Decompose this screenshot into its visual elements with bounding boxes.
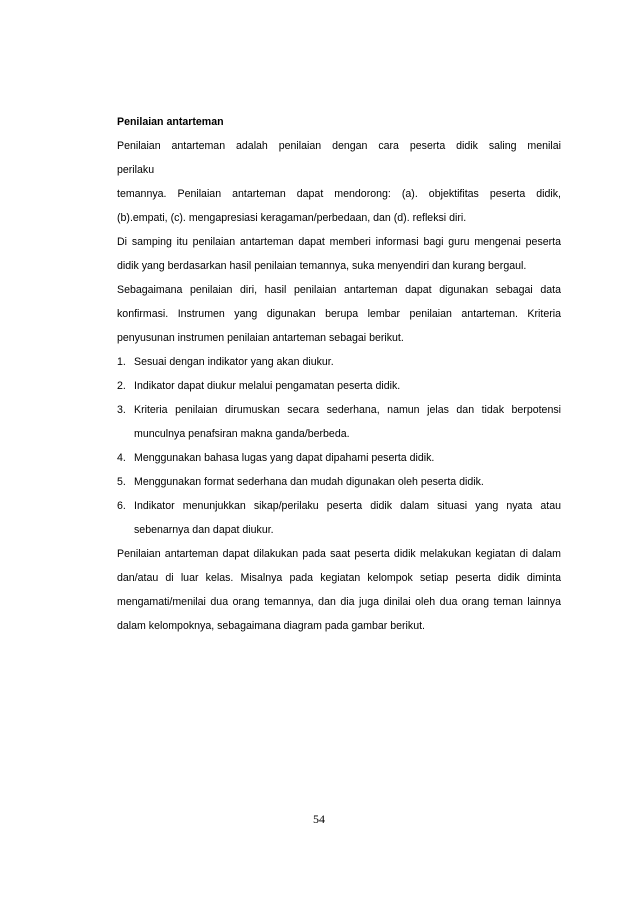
list-item: [117, 350, 561, 374]
list-item: [117, 398, 561, 446]
list-number: 3.: [117, 404, 126, 416]
list-item: [117, 494, 561, 542]
paragraph-2-line-2: (b).empati, (c). mengapresiasi keragaman/perbedaan, dan (d). refleksi diri.: [117, 212, 467, 224]
list-number: 1.: [117, 356, 126, 368]
paragraph-1-line-1: Penilaian antarteman adalah penilaian dengan cara peserta didik saling menilai: [117, 140, 561, 152]
paragraph-4: Sebagaimana penilaian diri, hasil penilaian antarteman dapat digunakan sebagai data konfirmasi. Instrumen yang digunakan berupa lembar penilaian antarteman. Kriteria penyusunan instrumen penilaian antarteman sebagai berikut.: [117, 284, 561, 344]
paragraph-1-line-2: perilaku: [117, 164, 155, 176]
list-text: Menggunakan format sederhana dan mudah digunakan oleh peserta didik.: [134, 476, 484, 488]
list-item: [117, 374, 561, 398]
list-text: Indikator menunjukkan sikap/perilaku peserta didik dalam situasi yang nyata atau sebenarnya dan dapat diukur.: [134, 500, 561, 536]
paragraph-5: Penilaian antarteman dapat dilakukan pada saat peserta didik melakukan kegiatan di dalam dan/atau di luar kelas. Misalnya pada kegiatan kelompok setiap peserta didik diminta mengamati/menilai dua orang temannya, dan dia juga dinilai oleh dua orang teman lainnya dalam kelompoknya, sebagaimana diagram pada gambar berikut.: [117, 548, 561, 632]
paragraph-2-line-1: temannya. Penilaian antarteman dapat mendorong: (a). objektifitas peserta didik,: [117, 188, 561, 200]
criteria-list: [117, 350, 561, 542]
list-number: 2.: [117, 380, 126, 392]
list-number: 6.: [117, 500, 126, 512]
list-item: [117, 470, 561, 494]
list-text: Sesuai dengan indikator yang akan diukur.: [134, 356, 334, 368]
page-number: 54: [313, 812, 325, 826]
paragraph-3: Di samping itu penilaian antarteman dapat memberi informasi bagi guru mengenai peserta didik yang berdasarkan hasil penilaian temannya, suka menyendiri dan kurang bergaul.: [117, 236, 561, 272]
list-number: 4.: [117, 452, 126, 464]
section-heading: Penilaian antarteman: [117, 116, 224, 128]
list-text: Indikator dapat diukur melalui pengamatan peserta didik.: [134, 380, 401, 392]
list-text: Menggunakan bahasa lugas yang dapat dipahami peserta didik.: [134, 452, 435, 464]
document-body: [117, 110, 561, 638]
list-number: 5.: [117, 476, 126, 488]
list-text: Kriteria penilaian dirumuskan secara sederhana, namun jelas dan tidak berpotensi munculnya penafsiran makna ganda/berbeda.: [134, 404, 561, 440]
list-item: [117, 446, 561, 470]
